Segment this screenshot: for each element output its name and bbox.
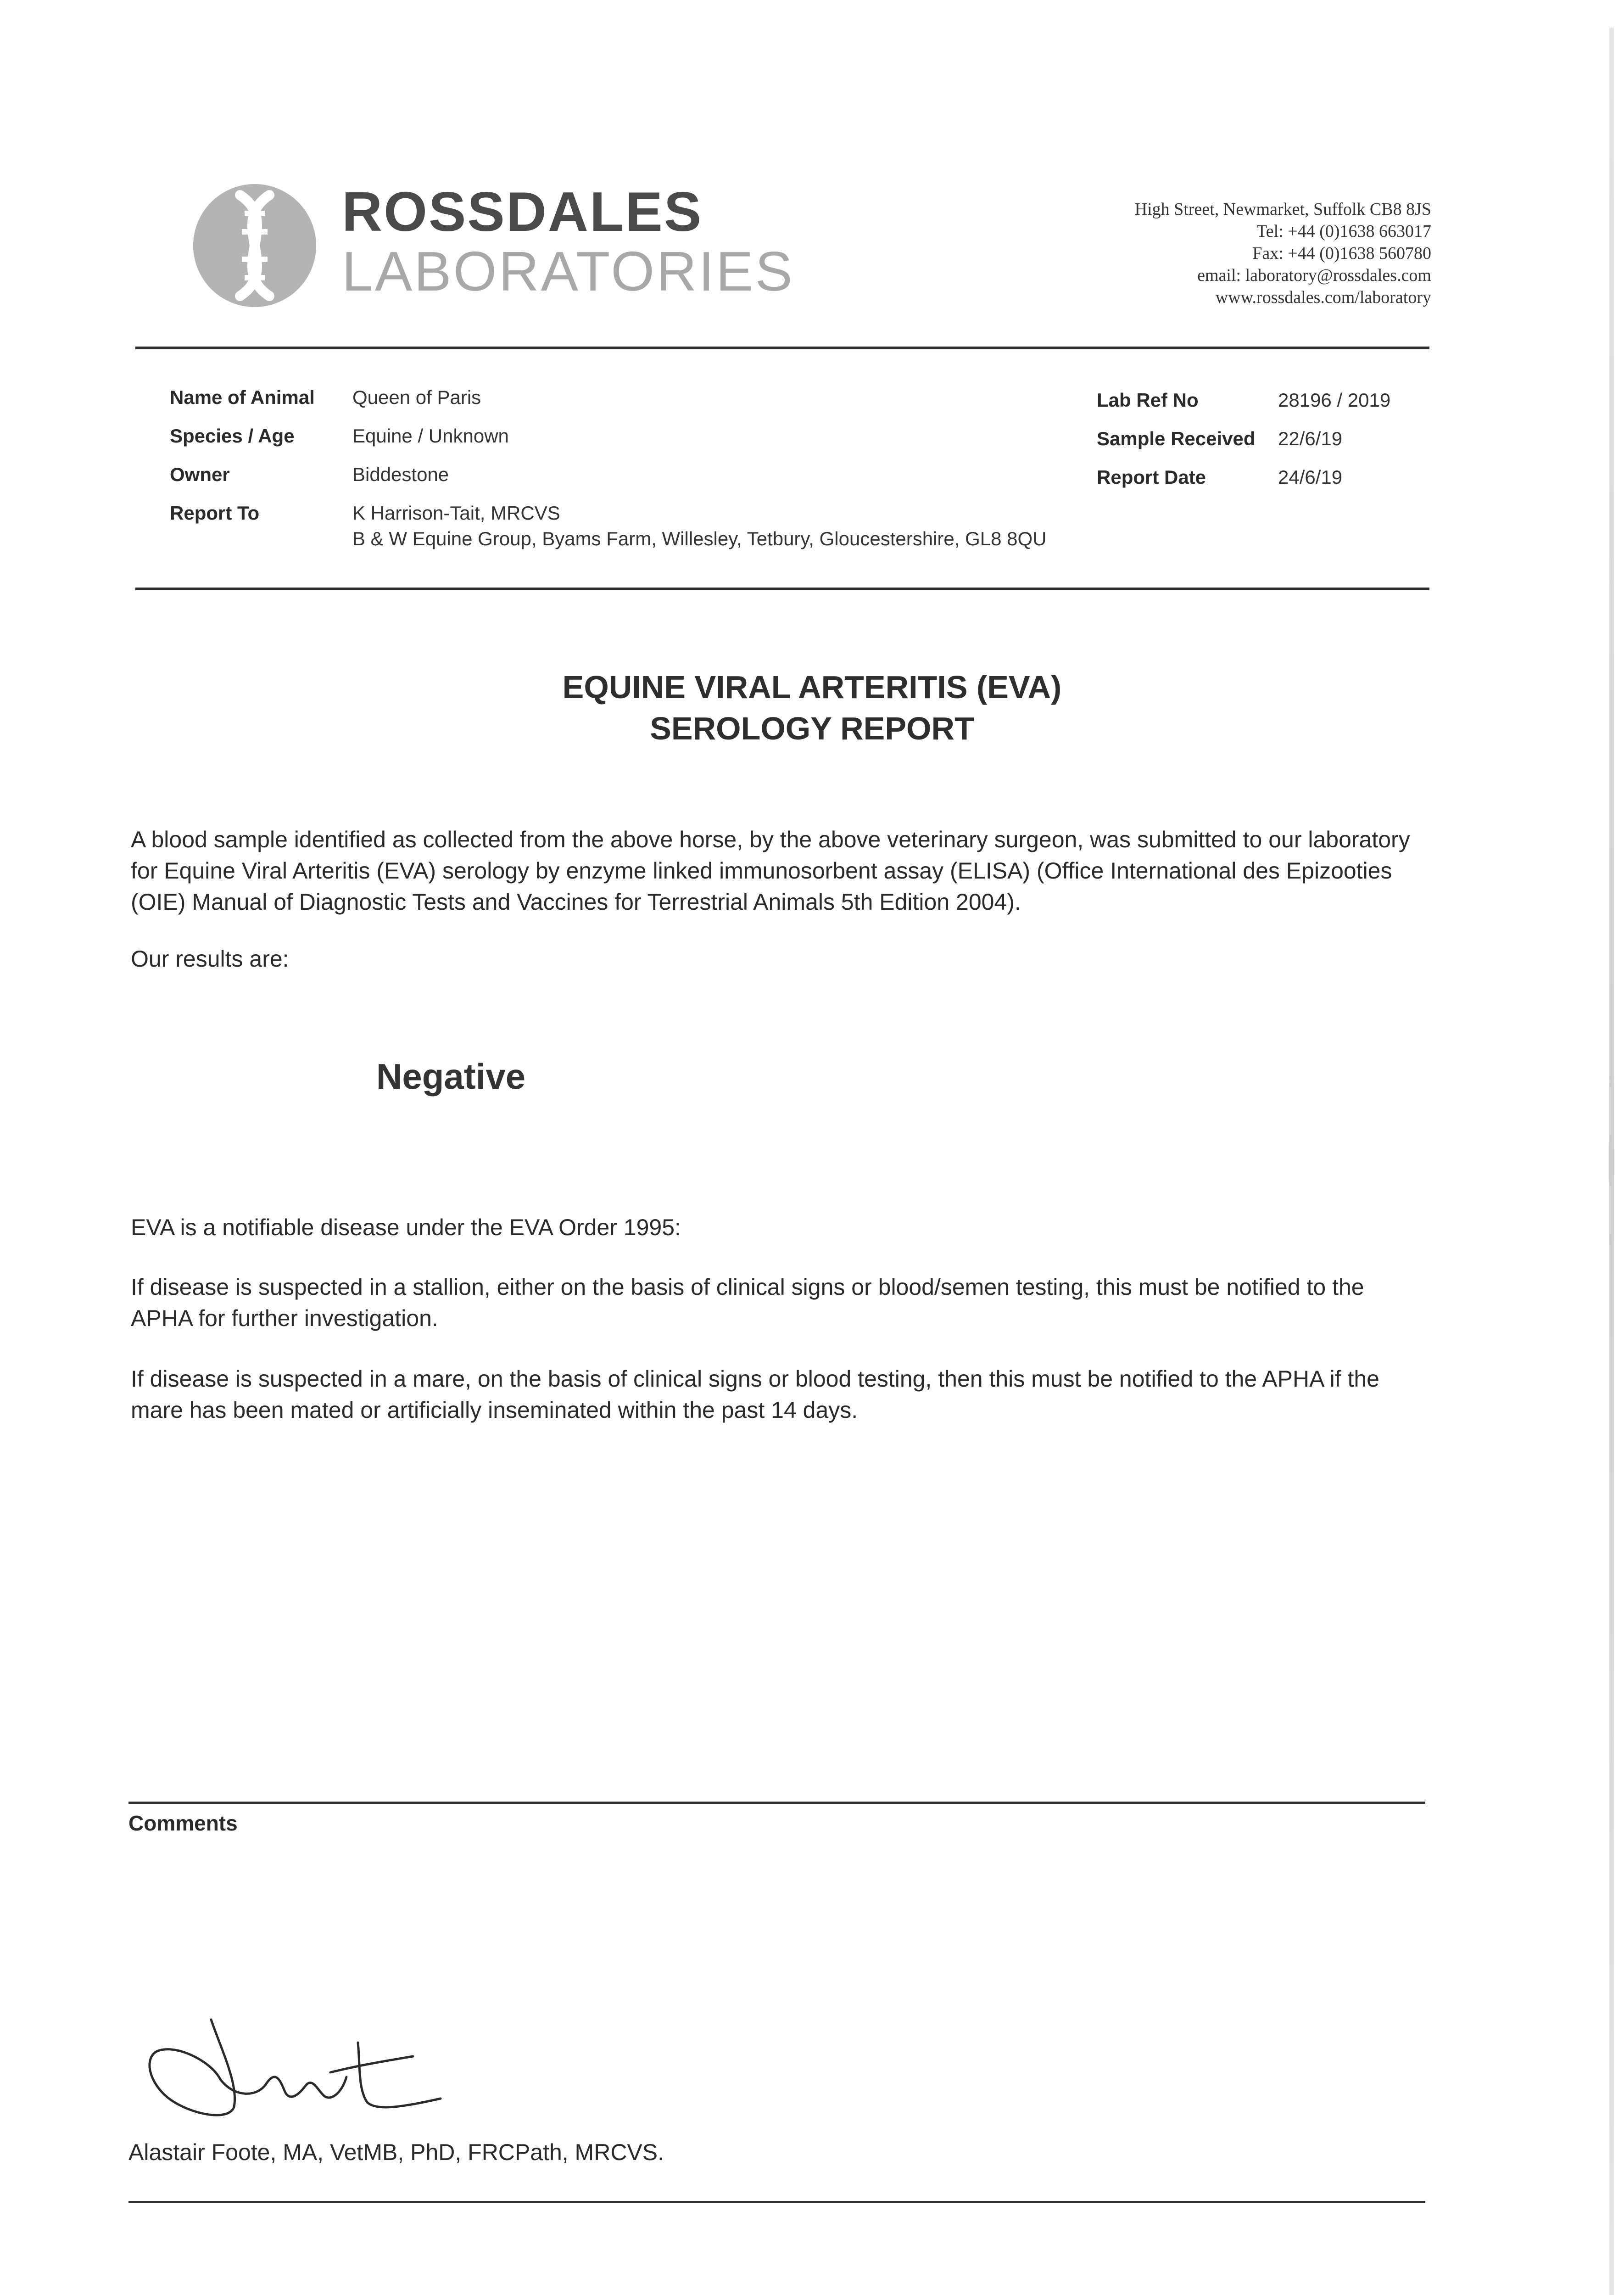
signatory-name: Alastair Foote, MA, VetMB, PhD, FRCPath, MRCVS. xyxy=(128,2139,664,2165)
scan-edge xyxy=(1609,28,1614,2295)
species-value: Equine / Unknown xyxy=(352,425,509,447)
report-subtitle: SEROLOGY REPORT xyxy=(650,711,974,746)
animal-label: Name of Animal xyxy=(170,386,315,408)
report-date-label: Report Date xyxy=(1097,466,1206,488)
footer-rule xyxy=(128,2201,1425,2203)
sample-received-label: Sample Received xyxy=(1097,428,1256,449)
owner-value: Biddestone xyxy=(352,464,449,485)
address: High Street, Newmarket, Suffolk CB8 8JS xyxy=(1134,200,1431,219)
comments-rule xyxy=(128,1802,1425,1804)
fax: Fax: +44 (0)1638 560780 xyxy=(1252,244,1431,263)
intro-paragraph: A blood sample identified as collected from the above horse, by the above veterinary surgeon, was submitted to our laboratory for Equine Viral Arteritis (EVA) serology by enzyme linked immunosorbent assay (ELISA) (Office International des Epizooties (OIE) Manual of Diagnostic Tests and Vaccines for Terrestrial Animals 5th Edition 2004). xyxy=(131,827,1410,915)
header-rule xyxy=(135,347,1429,349)
report-to-address: B & W Equine Group, Byams Farm, Willesley, Tetbury, Gloucestershire, GL8 8QU xyxy=(352,528,1047,549)
telephone: Tel: +44 (0)1638 663017 xyxy=(1256,222,1431,241)
report-to-name: K Harrison-Tait, MRCVS xyxy=(352,502,560,524)
comments-label: Comments xyxy=(128,1811,238,1835)
owner-label: Owner xyxy=(170,464,230,485)
mare-paragraph: If disease is suspected in a mare, on the basis of clinical signs or blood testing, then this must be notified to the APHA if the mare has been mated or artificially inseminated within the past 14 days. xyxy=(131,1366,1379,1423)
website[interactable]: www.rossdales.com/laboratory xyxy=(1215,288,1431,307)
report-date-value: 24/6/19 xyxy=(1278,466,1343,488)
brand-name: ROSSDALES xyxy=(342,180,703,243)
animal-value: Queen of Paris xyxy=(352,386,481,408)
lab-ref-label: Lab Ref No xyxy=(1097,389,1199,411)
species-label: Species / Age xyxy=(170,425,295,447)
brand-subtitle: LABORATORIES xyxy=(342,240,794,302)
dna-helix-logo-icon xyxy=(190,181,319,310)
stallion-paragraph: If disease is suspected in a stallion, either on the basis of clinical signs or blood/semen testing, this must be notified to the APHA for further investigation. xyxy=(131,1274,1364,1331)
lab-ref-value: 28196 / 2019 xyxy=(1278,389,1391,411)
contact-block xyxy=(1135,198,1431,308)
report-to-label: Report To xyxy=(170,502,260,524)
result-value: Negative xyxy=(376,1056,526,1097)
details-rule xyxy=(135,588,1429,590)
results-intro: Our results are: xyxy=(131,946,289,972)
notifiable-statement: EVA is a notifiable disease under the EVA Order 1995: xyxy=(131,1215,681,1240)
signature-icon xyxy=(128,1992,477,2130)
sample-received-value: 22/6/19 xyxy=(1278,428,1343,449)
report-title: EQUINE VIRAL ARTERITIS (EVA) xyxy=(562,669,1062,705)
email[interactable]: email: laboratory@rossdales.com xyxy=(1197,266,1431,285)
